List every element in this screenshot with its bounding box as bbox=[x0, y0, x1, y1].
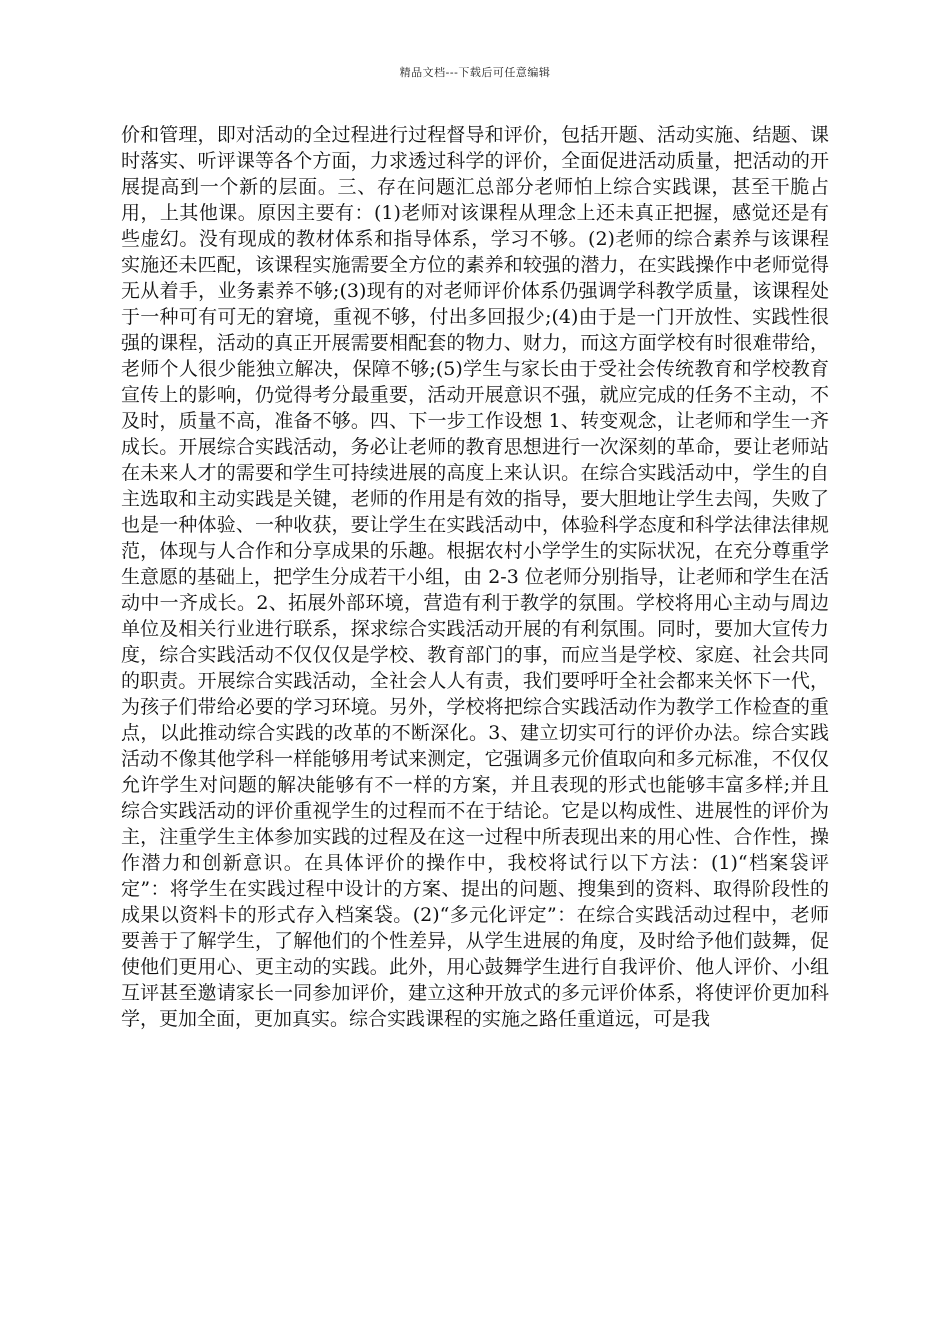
body-paragraph: 价和管理，即对活动的全过程进行过程督导和评价，包括开题、活动实施、结题、课时落实、听评课等各个方面，力求透过科学的评价，全面促进活动质量，把活动的开展提高到一个新的层面。三、存在问题汇总部分老师怕上综合实践课，甚至干脆占用，上其他课。原因主要有：(1)老师对该课程从理念上还未真正把握，感觉还是有些虚幻。没有现成的教材体系和指导体系，学习不够。(2)老师的综合素养与该课程实施还未匹配，该课程实施需要全方位的素养和较强的潜力，在实践操作中老师觉得无从着手，业务素养不够;(3)现有的对老师评价体系仍强调学科教学质量，该课程处于一种可有可无的窘境，重视不够，付出多回报少;(4)由于是一门开放性、实践性很强的课程，活动的真正开展需要相配套的物力、财力，而这方面学校有时很难带给，老师个人很少能独立解决，保障不够;(5)学生与家长由于受社会传统教育和学校教育宣传上的影响，仍觉得考分最重要，活动开展意识不强，就应完成的任务不主动，不及时，质量不高，准备不够。四、下一步工作设想 1、转变观念，让老师和学生一齐成长。开展综合实践活动，务必让老师的教育思想进行一次深刻的革命，要让老师站在未来人才的需要和学生可持续进展的高度上来认识。在综合实践活动中，学生的自主选取和主动实践是关键，老师的作用是有效的指导，要大胆地让学生去闯，失败了也是一种体验、一种收获，要让学生在实践活动中，体验科学态度和科学法律法律规范，体现与人合作和分享成果的乐趣。根据农村小学学生的实际状况，在充分尊重学生意愿的基础上，把学生分成若干小组，由 2-3 位老师分别指导，让老师和学生在活动中一齐成长。2、拓展外部环境，营造有利于教学的氛围。学校将用心主动与周边单位及相关行业进行联系，探求综合实践活动开展的有利氛围。同时，要加大宣传力度，综合实践活动不仅仅仅是学校、教育部门的事，而应当是学校、家庭、社会共同的职责。开展综合实践活动，全社会人人有责，我们要呼吁全社会都来关怀下一代，为孩子们带给必要的学习环境。另外，学校将把综合实践活动作为教学工作检查的重点，以此推动综合实践的改革的不断深化。3、建立切实可行的评价办法。综合实践活动不像其他学科一样能够用考试来测定，它强调多元价值取向和多元标准，不仅仅允许学生对问题的解决能够有不一样的方案，并且表现的形式也能够丰富多样;并且综合实践活动的评价重视学生的过程而不在于结论。它是以构成性、进展性的评价为主，注重学生主体参加实践的过程及在这一过程中所表现出来的用心性、合作性，操作潜力和创新意识。在具体评价的操作中，我校将试行以下方法：(1)“档案袋评定”：将学生在实践过程中设计的方案、提出的问题、搜集到的资料、取得阶段性的成果以资料卡的形式存入档案袋。(2)“多元化评定”：在综合实践活动过程中，老师要善于了解学生，了解他们的个性差异，从学生进展的角度，及时给予他们鼓舞，促使他们更用心、更主动的实践。此外，用心鼓舞学生进行自我评价、他人评价、小组互评甚至邀请家长一同参加评价，建立这种开放式的多元评价体系，将使评价更加科学，更加全面，更加真实。综合实践课程的实施之路任重道远，可是我 bbox=[121, 124, 829, 1030]
page-header: 精品文档---下载后可任意编辑 bbox=[399, 66, 551, 79]
